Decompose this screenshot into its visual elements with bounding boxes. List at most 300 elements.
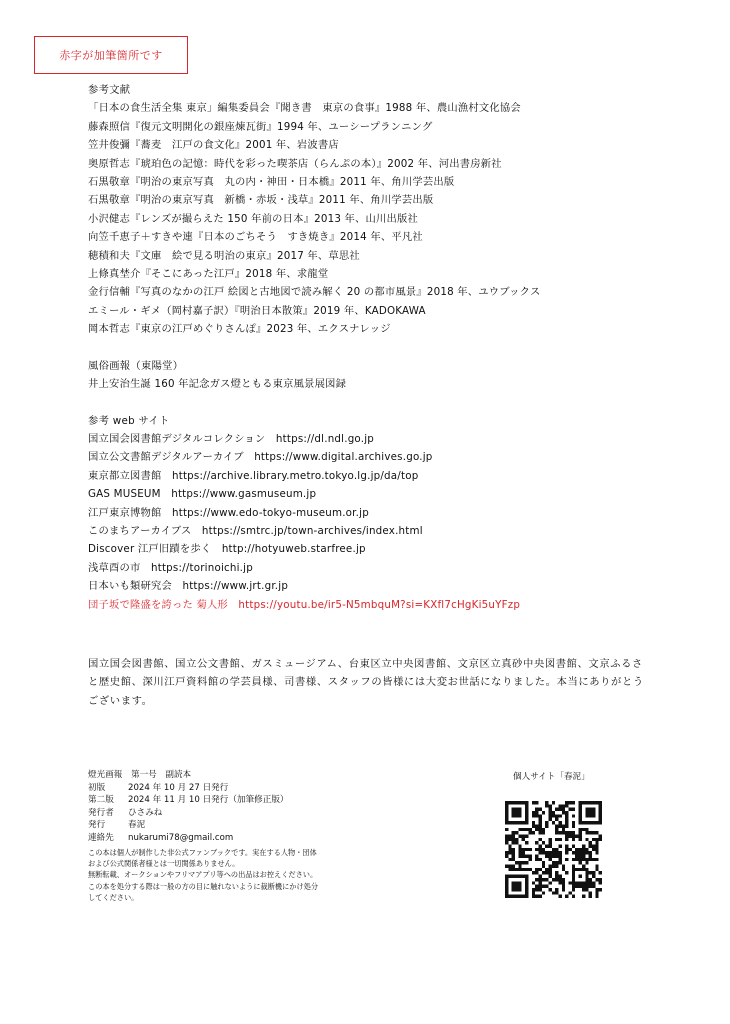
qr-module: [512, 855, 515, 858]
qr-module: [512, 808, 522, 818]
colophon-row: [88, 782, 289, 795]
qr-module: [555, 871, 558, 874]
qr-module: [582, 858, 585, 861]
qr-module: [569, 801, 572, 804]
qr-module: [538, 821, 541, 824]
qr-module: [518, 828, 521, 831]
qr-module: [548, 844, 551, 847]
qr-module: [555, 848, 558, 851]
qr-module: [535, 828, 538, 831]
qr-module: [538, 828, 541, 831]
qr-module: [542, 841, 545, 844]
qr-module: [522, 868, 525, 871]
colophon-row: [88, 794, 289, 807]
qr-module: [595, 888, 598, 891]
qr-module: [582, 848, 585, 851]
qr-module: [595, 865, 598, 868]
qr-module: [522, 851, 525, 854]
qr-module: [572, 895, 575, 898]
qr-module: [595, 858, 598, 861]
qr-module: [538, 851, 541, 854]
qr-module: [545, 878, 548, 881]
qr-module: [579, 848, 582, 851]
qr-module: [569, 881, 572, 884]
qr-module: [555, 878, 558, 881]
qr-module: [569, 834, 572, 837]
qr-module: [595, 831, 598, 834]
qr-module: [599, 834, 602, 837]
references-section: [88, 81, 540, 614]
qr-module: [538, 848, 541, 851]
reference-item: 石黒敬章『明治の東京写真 丸の内・神田・日本橋』2011 年、角川学芸出版: [88, 176, 455, 189]
colophon-row: [88, 819, 289, 832]
qr-module: [559, 824, 562, 827]
qr-module: [548, 888, 551, 891]
qr-module: [525, 861, 528, 864]
qr-module: [592, 871, 595, 874]
qr-module: [559, 844, 562, 847]
qr-module: [505, 828, 508, 831]
qr-module: [548, 804, 551, 807]
qr-module: [542, 828, 545, 831]
qr-module: [565, 804, 568, 807]
qr-module: [579, 858, 582, 861]
qr-module: [552, 878, 555, 881]
qr-module: [555, 888, 558, 891]
reference-item: 岡本哲志『東京の江戸めぐりさんぽ』2023 年、エクスナレッジ: [88, 323, 391, 336]
qr-module: [565, 831, 568, 834]
acknowledgements: 国立国会図書館、国立公文書館、ガスミュージアム、台東区立中央図書館、文京区立真砂中央図書館、文京ふるさと歴史館、深川江戸資料館の学芸員様、司書様、スタッフの皆様には大変お世話になりました。本当にありがとうございます。: [88, 658, 644, 707]
qr-module: [589, 831, 592, 834]
qr-module: [532, 814, 535, 817]
qr-module: [575, 851, 578, 854]
qr-module: [535, 871, 538, 874]
qr-module: [512, 848, 515, 851]
qr-module: [505, 851, 508, 854]
qr-module: [535, 855, 538, 858]
qr-module: [595, 895, 598, 898]
qr-module: [572, 834, 575, 837]
qr-module: [512, 851, 515, 854]
reference-item: 石黒敬章『明治の東京写真 新橋・赤坂・浅草』2011 年、角川学芸出版: [88, 194, 434, 207]
qr-module: [565, 821, 568, 824]
qr-module: [542, 885, 545, 888]
qr-module: [595, 868, 598, 871]
qr-module: [579, 834, 582, 837]
qr-module: [559, 831, 562, 834]
qr-module: [572, 801, 575, 804]
qr-module: [565, 811, 568, 814]
qr-module: [505, 865, 508, 868]
qr-module: [595, 841, 598, 844]
exhibition-catalog: 井上安治生誕 160 年記念ガス燈ともる東京風景展図録: [88, 378, 347, 391]
qr-module: [572, 865, 575, 868]
qr-module: [515, 841, 518, 844]
qr-module: [585, 858, 588, 861]
qr-module: [542, 851, 545, 854]
qr-module: [542, 891, 545, 894]
qr-module: [535, 888, 538, 891]
qr-module: [559, 804, 562, 807]
qr-module: [538, 858, 541, 861]
qr-module: [565, 801, 568, 804]
qr-module: [512, 858, 515, 861]
qr-module: [582, 865, 585, 868]
qr-module: [599, 878, 602, 881]
qr-module: [592, 838, 595, 841]
qr-module: [552, 814, 555, 817]
qr-module: [595, 838, 598, 841]
qr-module: [579, 831, 582, 834]
reference-item: 向笠千恵子＋すきや連『日本のごちそう すき焼き』2014 年、平凡社: [88, 231, 423, 244]
qr-module: [545, 851, 548, 854]
qr-module: [565, 814, 568, 817]
reference-item: 奥原哲志『琥珀色の記憶：時代を彩った喫茶店（らんぷの本）』2002 年、河出書房新社: [88, 157, 502, 170]
qr-module: [565, 895, 568, 898]
qr-module: [589, 858, 592, 861]
qr-module: [572, 824, 575, 827]
reference-item: 笠井俊彌『蕎麦 江戸の食文化』2001 年、岩波書店: [88, 139, 339, 152]
qr-module: [548, 838, 551, 841]
qr-module: [552, 851, 555, 854]
qr-module: [522, 828, 525, 831]
qr-module: [532, 801, 535, 804]
qr-module: [552, 861, 555, 864]
qr-module: [542, 871, 545, 874]
qr-module: [552, 801, 555, 804]
qr-module: [585, 808, 595, 818]
qr-module: [565, 844, 568, 847]
qr-module: [518, 851, 521, 854]
qr-module: [512, 841, 515, 844]
qr-module: [565, 818, 568, 821]
website-link[interactable]: 団子坂で隆盛を誇った 菊人形 https://youtu.be/ir5-N5mbquM?si=KXfl7cHgKi5uYFzp: [88, 598, 521, 611]
qr-module: [545, 821, 548, 824]
qr-module: [579, 838, 582, 841]
qr-module: [525, 855, 528, 858]
qr-module: [532, 824, 535, 827]
qr-module: [528, 858, 531, 861]
qr-module: [595, 851, 598, 854]
qr-module: [572, 844, 575, 847]
qr-module: [552, 848, 555, 851]
qr-module: [538, 868, 541, 871]
qr-module: [562, 804, 565, 807]
qr-module: [545, 868, 548, 871]
qr-module: [595, 844, 598, 847]
disclaimer-line: 無断転載、オークションやフリマアプリ等への出品はお控えください。: [88, 870, 318, 880]
colophon-key: 初版: [88, 782, 106, 793]
qr-module: [518, 868, 521, 871]
qr-module: [505, 855, 508, 858]
qr-module: [592, 875, 595, 878]
qr-module: [555, 865, 558, 868]
qr-module: [535, 895, 538, 898]
qr-module: [518, 865, 521, 868]
qr-module: [562, 828, 565, 831]
qr-module: [572, 831, 575, 834]
qr-module: [518, 834, 521, 837]
qr-module: [542, 878, 545, 881]
qr-module: [559, 838, 562, 841]
colophon-value: ひさみね: [128, 807, 163, 818]
reference-item: 「日本の食生活全集 東京」編集委員会『聞き書 東京の食事』1988 年、農山漁村文化協会: [88, 102, 521, 115]
reference-item: 金行信輔『写真のなかの江戸 絵図と古地図で読み解く 20 の都市風景』2018 年、ユウブックス: [88, 286, 541, 299]
qr-module: [555, 851, 558, 854]
colophon-value: 春泥: [128, 820, 146, 831]
website-link[interactable]: 国立公文書館デジタルアーカイブ https://www.digital.archives.go.jp: [88, 451, 433, 464]
qr-module: [599, 881, 602, 884]
disclaimer-line: この本は個人が制作した非公式ファンブックです。実在する人物・団体: [88, 848, 317, 857]
qr-module: [512, 868, 515, 871]
qr-module: [528, 828, 531, 831]
qr-module: [542, 865, 545, 868]
colophon-key: 第二版: [88, 795, 114, 806]
qr-module: [582, 895, 585, 898]
qr-module: [552, 891, 555, 894]
qr-module: [535, 848, 538, 851]
qr-module: [552, 855, 555, 858]
qr-module: [559, 808, 562, 811]
qr-module: [538, 831, 541, 834]
qr-module: [572, 851, 575, 854]
qr-module: [559, 814, 562, 817]
websites-list: [88, 430, 540, 614]
qr-module: [555, 824, 558, 827]
qr-module: [569, 831, 572, 834]
website-link[interactable]: 東京都立図書館 https://archive.library.metro.tokyo.lg.jp/da/top: [88, 469, 419, 482]
qr-module: [565, 838, 568, 841]
qr-module: [518, 844, 521, 847]
qr-module: [532, 821, 535, 824]
websites-heading: 参考 web サイト: [88, 414, 170, 427]
qr-module: [548, 875, 551, 878]
qr-module: [559, 858, 562, 861]
qr-module: [572, 838, 575, 841]
qr-module: [528, 855, 531, 858]
qr-module: [579, 851, 582, 854]
disclaimer-line: この本を処分する際は一般の方の目に触れないように裁断機にかけ処分: [88, 881, 319, 891]
qr-module: [515, 838, 518, 841]
qr-module: [582, 844, 585, 847]
qr-module: [575, 834, 578, 837]
qr-module: [569, 891, 572, 894]
qr-module: [592, 858, 595, 861]
website-link[interactable]: 江戸東京博物館 https://www.edo-tokyo-museum.or.jp: [88, 506, 369, 519]
qr-module: [559, 875, 562, 878]
qr-module: [548, 808, 551, 811]
qr-module: [592, 848, 595, 851]
website-link[interactable]: このまちアーカイブス https://smtrc.jp/town-archives/index.html: [88, 524, 423, 537]
qr-module: [515, 831, 518, 834]
colophon-row: [88, 807, 289, 820]
qr-module: [559, 861, 562, 864]
qr-module: [522, 855, 525, 858]
qr-module: [508, 865, 511, 868]
website-link[interactable]: 日本いも類研究会 https://www.jrt.gr.jp: [88, 580, 289, 593]
colophon-value: nukarumi78@gmail.com: [128, 832, 234, 843]
qr-module: [562, 865, 565, 868]
qr-module: [538, 814, 541, 817]
qr-module: [518, 855, 521, 858]
qr-module: [532, 895, 535, 898]
qr-module: [545, 824, 548, 827]
qr-module: [548, 868, 551, 871]
qr-module: [575, 855, 578, 858]
qr-module: [572, 885, 575, 888]
qr-module: [508, 834, 511, 837]
qr-module: [542, 848, 545, 851]
qr-module: [555, 831, 558, 834]
qr-module: [522, 834, 525, 837]
qr-module: [552, 811, 555, 814]
qr-module: [528, 831, 531, 834]
qr-module: [508, 844, 511, 847]
references-list: [88, 99, 540, 338]
disclaimer: [88, 847, 378, 903]
qr-module: [585, 861, 588, 864]
qr-module: [555, 814, 558, 817]
qr-module: [535, 808, 538, 811]
qr-module: [585, 885, 588, 888]
qr-module: [555, 891, 558, 894]
qr-module: [555, 855, 558, 858]
qr-module: [505, 834, 508, 837]
qr-module: [532, 811, 535, 814]
qr-module: [545, 871, 548, 874]
qr-module: [518, 848, 521, 851]
qr-module: [572, 821, 575, 824]
qr-module: [595, 848, 598, 851]
qr-module: [585, 838, 588, 841]
qr-module: [595, 891, 598, 894]
colophon-key: 発行: [88, 820, 106, 831]
website-link[interactable]: 国立国会図書館デジタルコレクション https://dl.ndl.go.jp: [88, 432, 375, 445]
qr-module: [545, 885, 548, 888]
qr-module: [562, 824, 565, 827]
qr-module: [589, 885, 592, 888]
qr-module: [535, 814, 538, 817]
qr-module: [522, 838, 525, 841]
qr-module: [555, 838, 558, 841]
colophon-row: [88, 832, 289, 845]
qr-module: [538, 881, 541, 884]
qr-module: [512, 834, 515, 837]
disclaimer-line: および公式関係者様とは一切関係ありません。: [88, 859, 240, 869]
reference-item: 藤森照信『復元文明開化の銀座煉瓦街』1994 年、ユーシープランニング: [88, 120, 433, 133]
qr-module: [562, 885, 565, 888]
qr-module: [599, 871, 602, 874]
qr-module: [515, 861, 518, 864]
qr-module: [565, 834, 568, 837]
qr-module: [525, 828, 528, 831]
qr-module: [589, 871, 592, 874]
qr-module: [575, 885, 578, 888]
qr-module: [538, 818, 541, 821]
qr-module: [552, 865, 555, 868]
qr-module: [585, 831, 588, 834]
qr-module: [508, 838, 511, 841]
qr-module: [525, 841, 528, 844]
qr-module: [538, 885, 541, 888]
qr-module: [545, 801, 548, 804]
qr-module: [599, 838, 602, 841]
qr-module: [548, 865, 551, 868]
qr-module: [579, 828, 582, 831]
qr-code[interactable]: [505, 801, 602, 898]
qr-module: [512, 865, 515, 868]
qr-module: [559, 821, 562, 824]
qr-module: [562, 831, 565, 834]
qr-module: [535, 824, 538, 827]
colophon-key: 連絡先: [88, 832, 114, 843]
qr-module: [505, 841, 508, 844]
qr-module: [562, 881, 565, 884]
qr-module: [548, 811, 551, 814]
qr-module: [599, 888, 602, 891]
website-link[interactable]: GAS MUSEUM https://www.gasmuseum.jp: [88, 488, 317, 501]
qr-module: [532, 891, 535, 894]
qr-module: [535, 878, 538, 881]
qr-module: [589, 844, 592, 847]
qr-module: [525, 868, 528, 871]
qr-module: [579, 861, 582, 864]
qr-module: [552, 821, 555, 824]
qr-module: [535, 858, 538, 861]
qr-module: [535, 811, 538, 814]
disclaimer-line: してください。: [88, 892, 139, 902]
qr-module: [589, 881, 592, 884]
qr-module: [565, 851, 568, 854]
qr-module: [565, 848, 568, 851]
qr-caption: 個人サイト「春泥」: [513, 772, 590, 782]
qr-module: [562, 888, 565, 891]
qr-module: [545, 844, 548, 847]
qr-module: [538, 838, 541, 841]
qr-module: [532, 831, 535, 834]
qr-module: [589, 855, 592, 858]
qr-module: [582, 885, 585, 888]
qr-module: [542, 831, 545, 834]
qr-module: [572, 858, 575, 861]
qr-module: [589, 891, 592, 894]
qr-module: [548, 871, 551, 874]
qr-module: [585, 851, 588, 854]
qr-module: [582, 851, 585, 854]
qr-module: [555, 828, 558, 831]
qr-module: [532, 888, 535, 891]
qr-module: [555, 808, 558, 811]
website-link[interactable]: 浅草酉の市 https://torinoichi.jp: [88, 561, 253, 574]
added-text-notice: 赤字が加筆箇所です: [34, 36, 188, 74]
qr-module: [555, 818, 558, 821]
qr-module: [508, 858, 511, 861]
qr-module: [579, 885, 582, 888]
qr-module: [542, 811, 545, 814]
qr-module: [538, 844, 541, 847]
qr-module: [579, 855, 582, 858]
qr-module: [572, 888, 575, 891]
qr-module: [582, 855, 585, 858]
qr-module: [589, 841, 592, 844]
qr-module: [535, 885, 538, 888]
qr-module: [559, 878, 562, 881]
website-link[interactable]: Discover 江戸旧蹟を歩く http://hotyuweb.starfree.jp: [88, 543, 366, 556]
qr-module: [538, 824, 541, 827]
colophon-title: 燈光画報 第一号 副読本: [88, 770, 192, 780]
qr-module: [575, 858, 578, 861]
qr-module: [548, 814, 551, 817]
